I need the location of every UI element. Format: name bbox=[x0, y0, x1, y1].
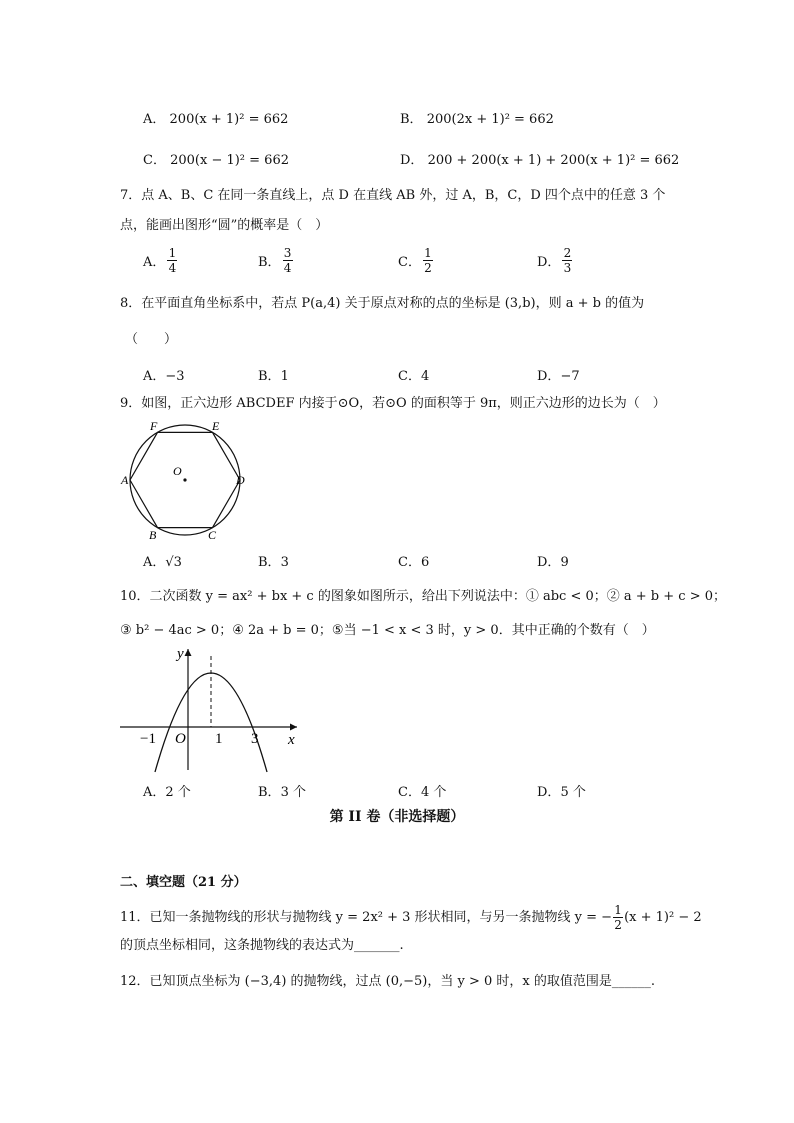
fraction-numerator: 1 bbox=[424, 246, 432, 260]
label-d: D bbox=[236, 473, 245, 487]
option-letter: C． bbox=[398, 369, 421, 384]
option-letter: B． bbox=[258, 555, 281, 570]
option-letter: A． bbox=[143, 555, 166, 570]
option-letter: B． bbox=[258, 255, 281, 270]
q6-option-b[interactable] bbox=[400, 108, 554, 127]
option-letter: C． bbox=[143, 153, 166, 168]
parabola-graph bbox=[115, 642, 305, 775]
q8-option-b[interactable] bbox=[258, 365, 289, 384]
label-b: B bbox=[149, 528, 157, 542]
center-point-o bbox=[183, 478, 186, 481]
hexagon-circle-figure bbox=[115, 420, 260, 545]
option-letter: C． bbox=[398, 555, 421, 570]
q9-option-a[interactable] bbox=[143, 551, 182, 570]
fraction-numerator: 3 bbox=[283, 246, 292, 260]
q10-stem-line1: 10．二次函数 y = ax² + bx + c 的图象如图所示，给出下列说法中：① abc < 0；② a + b + c > 0； bbox=[120, 589, 726, 604]
q8-option-a[interactable] bbox=[143, 365, 185, 384]
option-fraction bbox=[423, 246, 433, 275]
fraction-numerator: 1 bbox=[168, 246, 177, 260]
label-a: A bbox=[121, 473, 129, 487]
option-value: 3 bbox=[280, 555, 289, 570]
option-value: 6 bbox=[420, 555, 430, 570]
label-e: E bbox=[212, 420, 220, 433]
option-letter: D． bbox=[537, 255, 561, 270]
option-value: 4 bbox=[420, 369, 430, 384]
y-axis-arrow-icon bbox=[185, 649, 192, 656]
option-letter: D． bbox=[400, 153, 424, 168]
q10-option-c[interactable] bbox=[398, 781, 446, 800]
q6-option-c[interactable] bbox=[143, 149, 289, 168]
q7-option-d[interactable] bbox=[537, 246, 572, 275]
option-fraction bbox=[283, 246, 293, 275]
q7-option-a[interactable] bbox=[143, 246, 177, 275]
option-value: −3 bbox=[165, 369, 185, 384]
option-letter: C． bbox=[398, 785, 421, 800]
q9-option-d[interactable] bbox=[537, 551, 569, 570]
q11-stem-line2: 的顶点坐标相同，这条抛物线的表达式为_______. bbox=[120, 938, 404, 953]
q6-option-d[interactable] bbox=[400, 149, 679, 168]
option-letter: D． bbox=[537, 785, 561, 800]
fraction-numerator: 1 bbox=[614, 903, 622, 917]
option-letter: C． bbox=[398, 255, 421, 270]
option-value: −7 bbox=[560, 369, 580, 384]
label-c: C bbox=[208, 528, 217, 542]
fraction-denominator: 2 bbox=[424, 261, 432, 275]
option-expr: 200(x + 1)² = 662 bbox=[169, 112, 289, 127]
option-expr: 200 + 200(x + 1) + 200(x + 1)² = 662 bbox=[427, 153, 680, 168]
option-letter: A． bbox=[143, 369, 166, 384]
q7-option-c[interactable] bbox=[398, 246, 433, 275]
option-letter: D． bbox=[537, 369, 561, 384]
q7-stem-line1: 7．点 A、B、C 在同一条直线上，点 D 在直线 AB 外，过 A，B，C，D 四个点中的任意 3 个 bbox=[120, 188, 666, 203]
q11-text-b: (x + 1)² − 2 bbox=[624, 909, 702, 925]
option-letter: B． bbox=[258, 785, 281, 800]
q8-stem-line1: 8．在平面直角坐标系中，若点 P(a,4) 关于原点对称的点的坐标是 (3,b)，则 a + b 的值为 bbox=[120, 296, 645, 311]
option-letter: D． bbox=[537, 555, 561, 570]
option-fraction bbox=[167, 246, 177, 275]
x-axis-label: x bbox=[288, 732, 295, 748]
option-value: 3 个 bbox=[280, 785, 306, 800]
fraction-denominator: 4 bbox=[283, 261, 292, 275]
q7-option-b[interactable] bbox=[258, 246, 293, 275]
option-expr: 200(x − 1)² = 662 bbox=[170, 153, 289, 168]
q7-stem-line2: 点，能画出图形“圆”的概率是（ ） bbox=[120, 218, 329, 233]
option-letter: B． bbox=[400, 112, 423, 127]
option-letter: B． bbox=[258, 369, 281, 384]
q8-option-c[interactable] bbox=[398, 365, 429, 384]
q9-option-b[interactable] bbox=[258, 551, 289, 570]
tick-label-3: 3 bbox=[251, 731, 259, 747]
y-axis-label: y bbox=[177, 646, 184, 662]
q9-stem-line1: 9．如图，正六边形 ABCDEF 内接于⊙O，若⊙O 的面积等于 9π，则正六边形的边长为（ ） bbox=[120, 396, 666, 411]
label-o: O bbox=[173, 464, 182, 478]
option-expr: 200(2x + 1)² = 662 bbox=[426, 112, 554, 127]
q12-stem-line1: 12．已知顶点坐标为 (−3,4) 的抛物线，过点 (0,−5)，当 y > 0 时，x 的取值范围是______. bbox=[120, 974, 655, 989]
fraction-denominator: 2 bbox=[614, 918, 622, 932]
option-letter: A． bbox=[143, 785, 166, 800]
origin-label: O bbox=[175, 731, 186, 747]
q10-option-d[interactable] bbox=[537, 781, 586, 800]
fraction-denominator: 3 bbox=[563, 261, 572, 275]
label-f: F bbox=[150, 420, 158, 433]
q6-option-a[interactable] bbox=[143, 108, 288, 127]
option-value: 4 个 bbox=[420, 785, 447, 800]
q8-option-d[interactable] bbox=[537, 365, 580, 384]
option-value: 5 个 bbox=[560, 785, 586, 800]
section2-title: 二、填空题（21 分） bbox=[120, 875, 247, 890]
option-value: 9 bbox=[560, 555, 569, 570]
option-letter: A． bbox=[143, 255, 166, 270]
option-value: √3 bbox=[165, 555, 182, 570]
option-value: 1 bbox=[280, 369, 289, 384]
q10-option-b[interactable] bbox=[258, 781, 306, 800]
option-value: 2 个 bbox=[165, 785, 191, 800]
q8-stem-line2: （ ） bbox=[125, 332, 178, 347]
q9-option-c[interactable] bbox=[398, 551, 429, 570]
q10-stem-line2: ③ b² − 4ac > 0；④ 2a + b = 0；⑤当 −1 < x < 3 时，y > 0．其中正确的个数有（ ） bbox=[120, 623, 655, 638]
q11-text-a: 11．已知一条抛物线的形状与抛物线 y = 2x² + 3 形状相同，与另一条抛物线 y = − bbox=[120, 909, 613, 925]
tick-label-1: 1 bbox=[215, 731, 223, 747]
fraction-numerator: 2 bbox=[563, 246, 572, 260]
x-axis-arrow-icon bbox=[290, 724, 297, 731]
q10-option-a[interactable] bbox=[143, 781, 191, 800]
tick-label-neg1: −1 bbox=[140, 731, 156, 747]
option-fraction bbox=[562, 246, 572, 275]
q11-stem-line1 bbox=[120, 903, 702, 932]
part2-title: 第 II 卷（非选择题） bbox=[329, 809, 465, 825]
option-letter: A． bbox=[143, 112, 166, 127]
q11-fraction bbox=[613, 903, 623, 932]
fraction-denominator: 4 bbox=[168, 261, 177, 275]
